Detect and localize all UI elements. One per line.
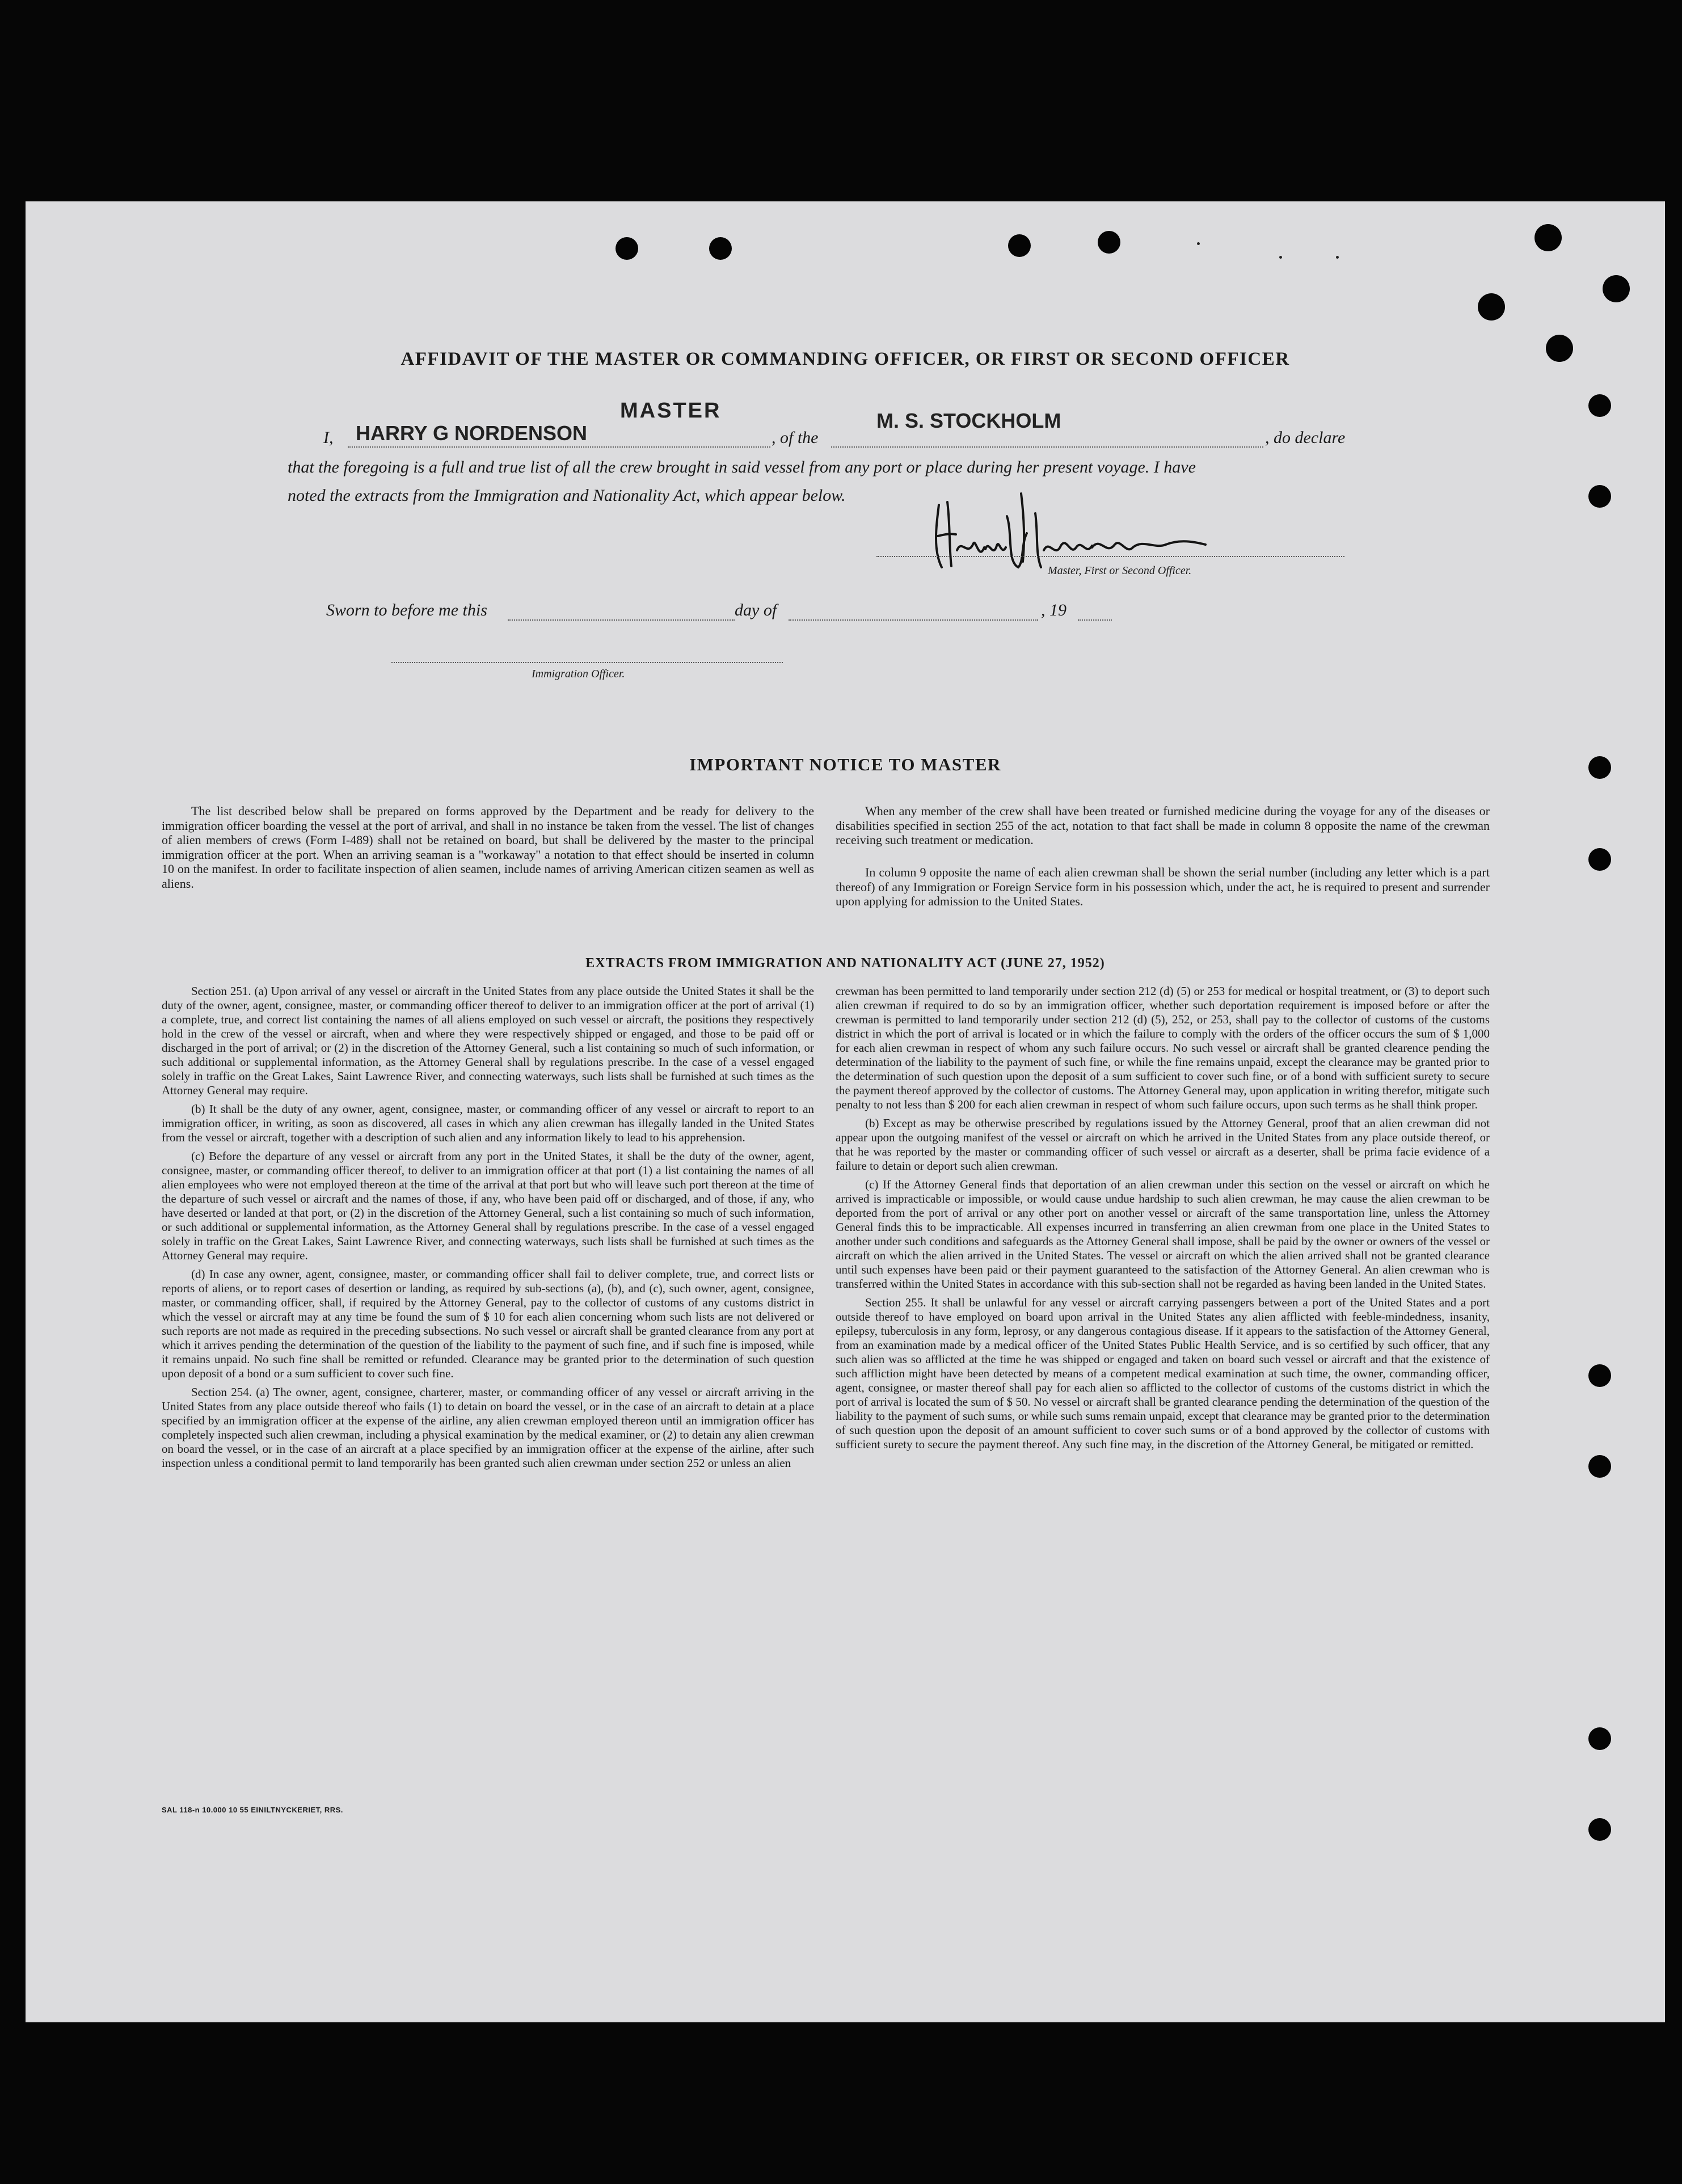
notice-left-paragraph: The list described below shall be prepared on forms approved by the Department and be ready for delivery to the immigration officer boarding the vessel at the port of arrival, and shall in no instance be taken from the vessel. The list of changes of alien members of crews (Form I-489) shall not be retained on board, but shall be delivered by the master to the principal immigration officer at the port. When an arriving seaman is a "workaway" a notation to that effect should be inserted in column 10 on the manifest. In order to facilitate inspection of alien seamen, include names of arriving American citizen seamen as well as aliens. (162, 804, 814, 891)
notice-right-paragraph-2: In column 9 opposite the name of each alien crewman shall be shown the serial number (including any letter which is a part thereof) of any Immigration or Foreign Service form in his possession which, under the act, he is required to present and surrender upon applying for admission to the United States. (836, 865, 1490, 908)
affidavit-line-2: that the foregoing is a full and true list of all the crew brought in said vessel from any port or place during her present voyage. I have (288, 458, 1196, 477)
extract-section-251a: Section 251. (a) Upon arrival of any vessel or aircraft in the United States from any place outside the United States it shall be the duty of the owner, agent, consignee, master, or commanding officer thereof to deliver to an immigration officer at the port of arrival (1) a complete, true, and correct list containing the names of all aliens employed on such vessel or aircraft, the positions they respectively hold in the crew of the vessel or aircraft, when and where they were respectively shipped or engaged, and those to be paid off or discharged in the port of arrival; or (2) in the discretion of the Attorney General, such a list containing so much of such information, or such additional or supplemental information, as the Attorney General shall by regulations prescribe. In the case of a vessel engaged solely in traffic on the Great Lakes, Saint Lawrence River, and connecting waterways, such lists shall be furnished at such times as the Attorney General may require. (162, 984, 814, 1097)
sworn-month-line (789, 619, 1038, 621)
immigration-officer-caption: Immigration Officer. (532, 668, 625, 680)
punch-hole (1588, 1818, 1611, 1841)
extract-section-254a-cont: crewman has been permitted to land temporarily under section 212 (d) (5) or 253 for medical or hospital treatment, or (3) to deport such alien crewman if required to do so by an immigration officer, whether such deportation requirement is imposed before or after the crewman is permitted to land temporarily under section 212 (d) (5), 252, or 253, shall pay to the collector of customs of the customs district in which the port of arrival is located or in which the failure to comply with the orders of the officer occurs the sum of $ 1,000 for each alien crewman in respect of whom any such failure occurs. No such vessel or aircraft shall be granted clearence pending the determination of the liability to the payment of such fine, or while the fine remains unpaid, except the clearance may be granted prior to the determination of such question upon the deposit of a sum sufficient to cover such fine, or of a bond with sufficient surety to secure the payment thereof approved by the collector of customs. The Attorney General may, upon application in writing therefor, mitigate such penalty to not less than $ 200 for each alien crewman in respect of whom such failure occurs, upon such terms as he shall think proper. (836, 984, 1490, 1111)
signature-line (876, 556, 1344, 557)
sworn-year-line (1078, 619, 1112, 621)
extract-section-251b: (b) It shall be the duty of any owner, agent, consignee, master, or commanding officer of any vessel or aircraft to report to an immigration officer, in writing, as soon as discovered, all cases in which any alien crewman has illegally landed in the United States from the vessel or aircraft, together with a description of such alien and any information likely to lead to his apprehension. (162, 1102, 814, 1144)
affidavit-line-3: noted the extracts from the Immigration and Nationality Act, which appear below. (288, 486, 846, 505)
extracts-left-column (162, 984, 814, 1475)
signature-caption: Master, First or Second Officer. (1048, 564, 1192, 577)
vessel-fill-line (831, 446, 1263, 448)
punch-hole (1588, 485, 1611, 508)
extract-section-254b: (b) Except as may be otherwise prescribed by regulations issued by the Attorney General, proof that an alien crewman did not appear upon the outgoing manifest of the vessel or aircraft on which he arrived in the United States from any place outside thereof, or that he was reported by the master or commanding officer of such vessel or aircraft as a deserter, shall be prima facie evidence of a failure to detain or deport such alien crewman. (836, 1116, 1490, 1173)
do-declare-text: , do declare (1265, 428, 1346, 447)
declarant-rank: MASTER (620, 399, 722, 423)
day-of-text: day of (735, 601, 777, 619)
name-fill-line (348, 446, 770, 448)
of-the-text: , of the (772, 428, 819, 447)
vessel-name: M. S. STOCKHOLM (876, 409, 1061, 432)
extract-section-254c: (c) If the Attorney General finds that deportation of an alien crewman under this section on the vessel or aircraft on which he arrived is impracticable or impossible, or would cause undue hardship to such alien crewman, he may cause the alien crewman to be deported from the port of arrival or any other port on another vessel or aircraft of the same transportation line, unless the Attorney General finds this to be impracticable. All expenses incurred in transferring an alien crewman from one place in the United States to another under such conditions and safeguards as the Attorney General shall impose, shall be paid by the owner or owners of the vessel or aircraft on which the alien arrived in the United States. The vessel or aircraft on which the alien arrived shall not be granted clearance until such expenses have been paid or their payment guaranteed to the satisfaction of the Attorney General. An alien crewman who is transferred within the United States in accordance with this sub-section shall not be regarded as having been landed in the United States. (836, 1178, 1490, 1291)
scan-speck (1336, 256, 1339, 259)
punch-hole (1008, 234, 1031, 257)
punch-hole (1098, 231, 1120, 254)
extract-section-255: Section 255. It shall be unlawful for any vessel or aircraft carrying passengers between a port of the United States and a port outside thereof to have employed on board upon arrival in the United States any alien afflicted with feeble-mindedness, insanity, epilepsy, tuberculosis in any form, leprosy, or any dangerous contagious disease. If it appears to the satisfaction of the Attorney General, from an examination made by a medical officer of the United States Public Health Service, and is so certified by such officer, that any such alien was so afflicted at the time he was shipped or engaged and taken on board such vessel or aircraft and that the existence of such affliction might have been detected by means of a competent medical examination at such time, the owner, commanding officer, agent, consignee, or master thereof shall pay for each alien so afflicted to the collector of customs of the customs district in which the port of arrival is located the sum of $ 50. No vessel or aircraft shall be granted clearance pending the determination of the question of the liability to the payment of such sums, or while such sums remain unpaid, except that clearance may be granted prior to the determination of such question upon the deposit of an amount sufficient to cover such sums or of a bond approved by the collector of customs with sufficient surety to secure the payment thereof. Any such fine may, in the discretion of the Attorney General, be mitigated or remitted. (836, 1296, 1490, 1451)
declarant-name: HARRY G NORDENSON (356, 421, 588, 445)
document-page (26, 201, 1665, 2022)
affidavit-title: AFFIDAVIT OF THE MASTER OR COMMANDING OFFICER, OR FIRST OR SECOND OFFICER (401, 349, 1290, 369)
scan-speck (1197, 242, 1200, 245)
form-code: SAL 118-n 10.000 10 55 EINILTNYCKERIET, RRS. (162, 1806, 343, 1814)
punch-hole (1588, 1364, 1611, 1387)
year-text: , 19 (1041, 601, 1066, 619)
punch-hole (709, 237, 732, 260)
extracts-title: EXTRACTS FROM IMMIGRATION AND NATIONALITY ACT (JUNE 27, 1952) (585, 956, 1105, 971)
declarant-prefix: I, (323, 428, 334, 447)
extract-section-251d: (d) In case any owner, agent, consignee, master, or commanding officer shall fail to deliver complete, true, and correct lists or reports of aliens, or to report cases of desertion or landing, as required by sub-sections (a), (b), and (c), such owner, agent, consignee, master, or commanding officer, shall, if required by the Attorney General, pay to the collector of customs of any customs district in which the vessel or aircraft may at any time be found the sum of $ 10 for each alien concerning whom such lists are not delivered or such reports are not made as required in the preceding subsections. No such vessel or aircraft shall be granted clearance from any port at which it arrives pending the determination of the question of the liability to the payment of such fine, and if such fine is imposed, while it remains unpaid. No such fine shall be remitted or refunded. Clearance may be granted prior to the determination of such question upon deposit of a bond or a sum sufficient to cover such fine. (162, 1267, 814, 1380)
scan-speck (1279, 256, 1282, 259)
officer-signature-line (391, 662, 783, 663)
extract-section-251c: (c) Before the departure of any vessel or aircraft from any port in the United States, it shall be the duty of the owner, agent, consignee, master, or commanding officer thereof, to deliver to an immigration officer at that port (1) a list containing the names of all alien employees who were not employed thereon at the time of the arrival at that port but who will leave such port thereon at the time of the departure of such vessel or aircraft and the names of those, if any, who have been paid off or discharged, and of those, if any, who have deserted or landed at that port, or (2) in the discretion of the Attorney General, such a list containing so much of such information, or such additional or supplemental information, as the Attorney General shall by regulations prescribe. In the case of a vessel engaged solely in traffic on the Great Lakes, Saint Lawrence River, and connecting waterways, such lists shall be furnished at such times as the Attorney General may require. (162, 1149, 814, 1262)
punch-hole (1588, 1455, 1611, 1478)
notice-right-paragraph-1: When any member of the crew shall have been treated or furnished medicine during the voyage for any of the diseases or disabilities specified in section 255 of the act, notation to that fact shall be made in column 8 opposite the name of the crewman receiving such treatment or medication. (836, 804, 1490, 847)
punch-hole (1535, 224, 1562, 251)
punch-hole (616, 237, 638, 260)
punch-hole (1478, 293, 1505, 321)
punch-hole (1588, 394, 1611, 417)
punch-hole (1588, 1727, 1611, 1750)
punch-hole (1588, 848, 1611, 871)
extract-section-254a: Section 254. (a) The owner, agent, consignee, charterer, master, or commanding officer of any vessel or aircraft arriving in the United States from any place outside thereof who fails (1) to detain on board the vessel, or in the case of an aircraft to detain at a place specified by an immigration officer at the expense of the airline, any alien crewman employed thereon until an immigration officer has completely inspected such alien crewman, including a physical examination by the medical examiner, or (2) to detain any alien crewman on board the vessel, or in the case of an aircraft at a place specified by an immigration officer at the expense of the airline, after such inspection unless a conditional permit to land temporarily has been granted such alien crewman under section 252 or unless an alien (162, 1385, 814, 1470)
punch-hole (1603, 275, 1630, 302)
extracts-right-column (836, 984, 1490, 1456)
sworn-day-line (508, 619, 735, 621)
notice-title: IMPORTANT NOTICE TO MASTER (689, 754, 1001, 774)
sworn-text: Sworn to before me this (326, 601, 487, 619)
